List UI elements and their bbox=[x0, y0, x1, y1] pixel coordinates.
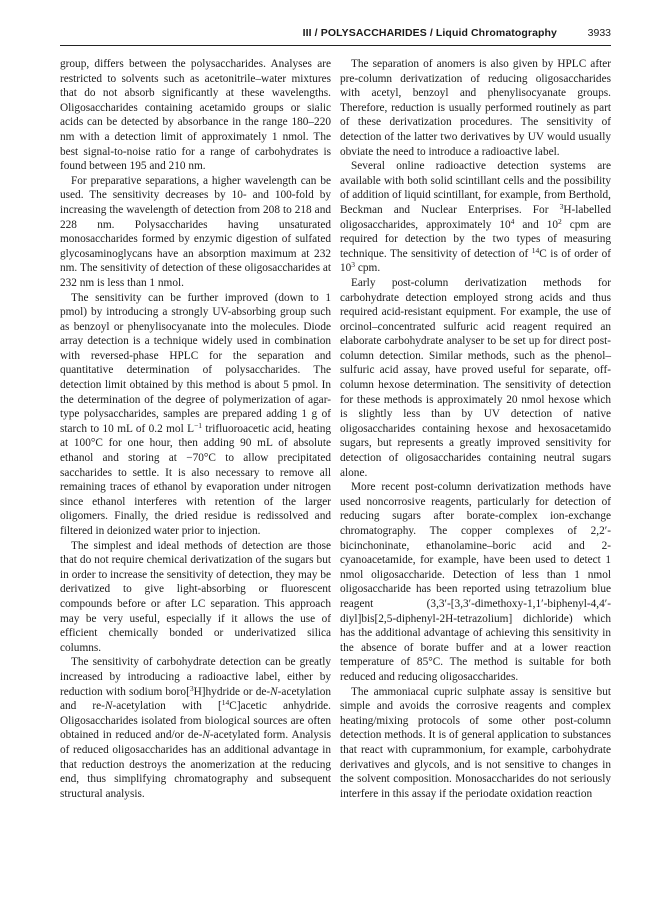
left-column bbox=[60, 57, 331, 801]
running-header bbox=[60, 27, 611, 43]
right-column bbox=[340, 57, 611, 801]
paragraph: Several online radioactive detection systems are available with both solid scintillant cells and the possibility of addition of liquid scintillant, for example, from Berthold, Beckman and Nuclear Enterprises. For $^3$H-labelled oligosaccharides, approximately $10^4$ and $10^2$ cpm are required for detection by the two types of measuring technique. The sensitivity of detection of $^{14}$C is of order of $10^3$ cpm. bbox=[340, 160, 611, 275]
paragraph: The simplest and ideal methods of detection are those that do not require chemical derivatization of the sugars but in order to increase the sensitivity of detection, they may be derivatized to give light-absorbing or fluorescent compounds before or after LC separation. This approach may be very useful, especially if it allows the use of efficient chemically bonded or underivatized silica columns. bbox=[60, 539, 331, 654]
paragraph: For preparative separations, a higher wavelength can be used. The sensitivity decreases by 10- and 100-fold by increasing the wavelength of detection from 208 to 218 and 228 nm. Polysaccharides having unsaturated monosaccharides formed by enzymic digestion of sulfated glycosaminoglycans have an absorption maximum at 232 nm. The sensitivity of detection of these oligosaccharides at 232 nm is less than 1 nmol. bbox=[60, 174, 331, 289]
paragraph: The sensitivity of carbohydrate detection can be greatly increased by introducing a radioactive label, either by reduction with sodium boro[$^3$H]hydride or de-N-acetylation and re-N-acetylation with [$^{14}$C]acetic anhydride. Oligosaccharides isolated from biological sources are often obtained in reduced and/or de-N-acetylated form. Analysis of reduced oligosaccharides has an additional advantage in that reduction destroys the anomerization at the reducing end, thus simplifying chromatography and subsequent structural analysis. bbox=[60, 656, 331, 800]
paragraph: More recent post-column derivatization methods have used noncorrosive reagents, particularly for detection of reducing sugars after borate-complex ion-exchange chromatography. The copper complexes of 2,2′-bicinchoninate, ethanolamine–boric acid and 2-cyanoacetamide, for example, have been used to detect 1 nmol oligosaccharide. Detection of less than 1 nmol oligosaccharide has been reported using tetrazolium blue reagent (3,3′-[3,3′-dimethoxy-1,1′-biphenyl-4,4′-diyl]bis[2,5-diphenyl-2H-tetrazolium] dichloride) which has the additional advantage of achieving this sensitivity in the absence of borate buffer and at a lower reaction temperature of 85°C. The method is suitable for both reduced and reducing oligosaccharides. bbox=[340, 481, 611, 683]
paragraph: Early post-column derivatization methods for carbohydrate detection employed strong acids and thus required acid-resistant equipment. For example, the use of orcinol–concentrated sulfuric acid reagent required an elaborate carbohydrate analyser to be set up for direct post-column detection. Similar methods, such as the phenol–sulfuric acid assay, have proved useful for separate, off-column hexose determination. The sensitivity of detection for these methods is approximately 20 nmol hexose which is slightly less than by UV detection of native oligosaccharides containing hexose and hexosacetamido sugars, but represents a greatly improved sensitivity for detection of oligosaccharides containing neutral sugars alone. bbox=[340, 276, 611, 479]
paragraph: The sensitivity can be further improved (down to 1 pmol) by introducing a strongly UV-absorbing group such as benzoyl or phenylisocyanate into the molecules. Diode array detection is a technique widely used in combination with reversed-phase HPLC for the separation and quantitative determination of polysaccharides. The detection limit obtained by this method is about 5 pmol. In the determination of the degree of polymerization of agar-type polysaccharides, samples are prepared adding 1 g of starch to 10 mL of 0.2 mol $L^{-1}$ trifluoroacetic acid, heating at 100°C for one hour, then adding 90 mL of absolute ethanol and storing at −70°C to allow precipitated saccharides to settle. It is also necessary to remove all remaining traces of ethanol by evaporation under nitrogen since ethanol interferes with retention of the larger oligomers. Finally, the dried residue is redissolved and filtered in deionized water prior to injection. bbox=[60, 291, 331, 537]
paragraph: The ammoniacal cupric sulphate assay is sensitive but simple and avoids the corrosive reagents and complex heating/mixing protocols of some other post-column detection methods. It is of general application to substances that react with cuprammonium, for example, carbohydrate derivatives and glycols, and is not sensitive to changes in the solvent composition. Monosaccharides do not seriously interfere in this assay if the periodate oxidation reaction bbox=[340, 685, 611, 800]
running-title: III / POLYSACCHARIDES / Liquid Chromatography bbox=[302, 27, 557, 39]
paragraph: group, differs between the polysaccharides. Analyses are restricted to solvents such as acetonitrile–water mixtures that do not absorb significantly at these wavelengths. Oligosaccharides containing acetamido groups or sialic acids can be detected by absorbance in the range 180–220 nm with a detection limit of approximately 1 nmol. The best signal-to-noise ratio for a range of carbohydrates is found between 195 and 210 nm. bbox=[60, 58, 331, 173]
header-rule bbox=[60, 45, 611, 46]
paragraph: The separation of anomers is also given by HPLC after pre-column derivatization of reducing oligosaccharides with acetyl, benzoyl and phenylisocyanate groups. Therefore, reduction is usually performed routinely as part of these derivatization procedures. The sensitivity of detection of the latter two derivatives by UV would usually obviate the need to introduce a radioactive label. bbox=[340, 58, 611, 158]
page-number: 3933 bbox=[587, 27, 611, 39]
